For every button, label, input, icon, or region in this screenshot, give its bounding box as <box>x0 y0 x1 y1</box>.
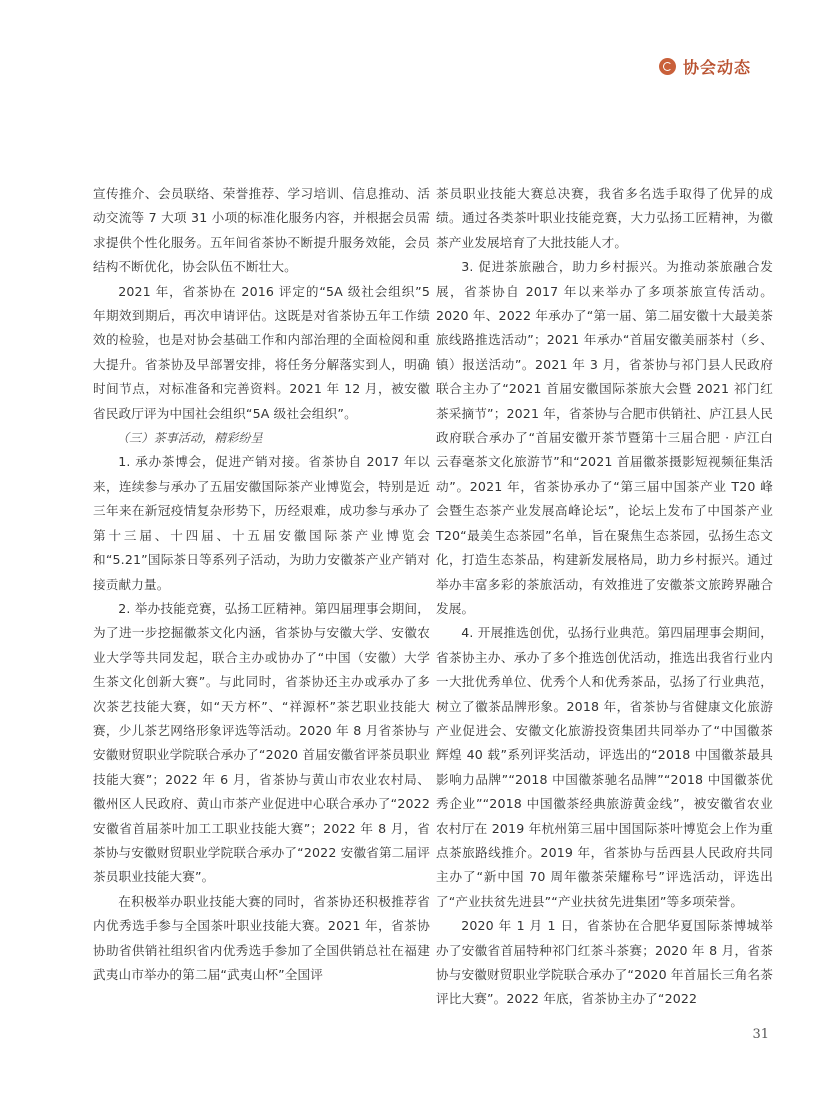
section-header <box>659 55 751 78</box>
section-subheading: （三）茶事活动，精彩纷呈 <box>117 431 263 446</box>
page-number: 31 <box>752 1027 769 1042</box>
left-column <box>93 182 430 987</box>
tea-circle-icon <box>659 58 676 75</box>
section-title: 协会动态 <box>682 58 751 77</box>
paragraph: 宣传推介、会员联络、荣誉推荐、学习培训、信息推动、活动交流等 7 大项 31 小项的标准化服务内容，并根据会员需求提供个性化服务。五年间省茶协不断提升服务效能，会员结构不断优化，协会队伍不断壮大。 <box>93 186 430 275</box>
paragraph: 4. 开展推选创优，弘扬行业典范。第四届理事会期间，省茶协主办、承办了多个推选创优活动，推选出我省行业内一大批优秀单位、优秀个人和优秀茶品，弘扬了行业典范，树立了徽茶品牌形象。2018 年，省茶协与省健康文化旅游产业促进会、安徽文化旅游投资集团共同举办了“中国徽茶辉煌 40 载”系列评奖活动，评选出的“2018 中国徽茶最具影响力品牌”“2018 中国徽茶驰名品牌”“2018 中国徽茶优秀企业”“2018 中国徽茶经典旅游黄金线”，被安徽省农业农村厅在 2019 年杭州第三届中国国际茶叶博览会上作为重点茶旅路线推介。2019 年，省茶协与岳西县人民政府共同主办了“新中国 70 周年徽茶荣耀称号”评选活动，评选出了“产业扶贫先进县”“产业扶贫先进集团”等多项荣誉。 <box>436 625 773 909</box>
paragraph: 茶员职业技能大赛总决赛，我省多名选手取得了优异的成绩。通过各类茶叶职业技能竞赛，大力弘扬工匠精神，为徽茶产业发展培育了大批技能人才。 <box>436 186 773 250</box>
paragraph: 1. 承办茶博会，促进产销对接。省茶协自 2017 年以来，连续参与承办了五届安徽国际茶产业博览会，特别是近三年来在新冠疫情复杂形势下，历经艰难，成功参与承办了第十三届、十四届、十五届安徽国际茶产业博览会和“5.21”国际茶日等系列子活动，为助力安徽茶产业产销对接贡献力量。 <box>93 454 430 592</box>
right-column <box>436 182 773 1012</box>
paragraph: 3. 促进茶旅融合，助力乡村振兴。为推动茶旅融合发展，省茶协自 2017 年以来举办了多项茶旅宣传活动。2020 年、2022 年承办了“第一届、第二届安徽十大最美茶旅线路推选活动”；2021 年承办“首届安徽美丽茶村（乡、镇）报送活动”。2021 年 3 月，省茶协与祁门县人民政府联合主办了“2021 首届安徽国际茶旅大会暨 2021 祁门红茶采摘节”；2021 年，省茶协与合肥市供销社、庐江县人民政府联合承办了“首届安徽开茶节暨第十三届合肥 · 庐江白云春毫茶文化旅游节”和“2021 首届徽茶摄影短视频征集活动”。2021 年，省茶协承办了“第三届中国茶产业 T20 峰会暨生态茶产业发展高峰论坛”，论坛上发布了中国茶产业 T20“最美生态茶园”名单，旨在聚焦生态茶园，弘扬生态文化，打造生态茶品，构建新发展格局，助力乡村振兴。通过举办丰富多彩的茶旅活动，有效推进了安徽茶文旅跨界融合发展。 <box>436 259 773 616</box>
paragraph: 2020 年 1 月 1 日，省茶协在合肥华夏国际茶博城举办了安徽省首届特种祁门红茶斗茶赛；2020 年 8 月，省茶协与安徽财贸职业学院联合承办了“2020 年首届长三角名茶评比大赛”。2022 年底，省茶协主办了“2022 <box>436 918 773 1007</box>
paragraph: 在积极举办职业技能大赛的同时，省茶协还积极推荐省内优秀选手参与全国茶叶职业技能大赛。2021 年，省茶协协助省供销社组织省内优秀选手参加了全国供销总社在福建武夷山市举办的第二届“武夷山杯”全国评 <box>93 893 430 982</box>
paragraph: 2. 举办技能竞赛，弘扬工匠精神。第四届理事会期间，为了进一步挖掘徽茶文化内涵，省茶协与安徽大学、安徽农业大学等共同发起，联合主办或协办了“中国（安徽）大学生茶文化创新大赛”。与此同时，省茶协还主办或承办了多次茶艺技能大赛，如“天方杯”、“祥源杯”茶艺职业技能大赛，少儿茶艺网络形象评选等活动。2020 年 8 月省茶协与安徽财贸职业学院联合承办了“2020 首届安徽省评茶员职业技能大赛”；2022 年 6 月，省茶协与黄山市农业农村局、徽州区人民政府、黄山市茶产业促进中心联合承办了“2022 安徽省首届茶叶加工工职业技能大赛”；2022 年 8 月，省茶协与安徽财贸职业学院联合承办了“2022 安徽省第二届评茶员职业技能大赛”。 <box>93 600 430 885</box>
paragraph: 2021 年，省茶协在 2016 评定的“5A 级社会组织”5 年期效到期后，再次申请评估。这既是对省茶协五年工作绩效的检验，也是对协会基础工作和内部治理的全面检阅和重大提升。省茶协及早部署安排，将任务分解落实到人，明确时间节点，对标准备和完善资料。2021 年 12 月，被安徽省民政厅评为中国社会组织“5A 级社会组织”。 <box>93 283 430 421</box>
